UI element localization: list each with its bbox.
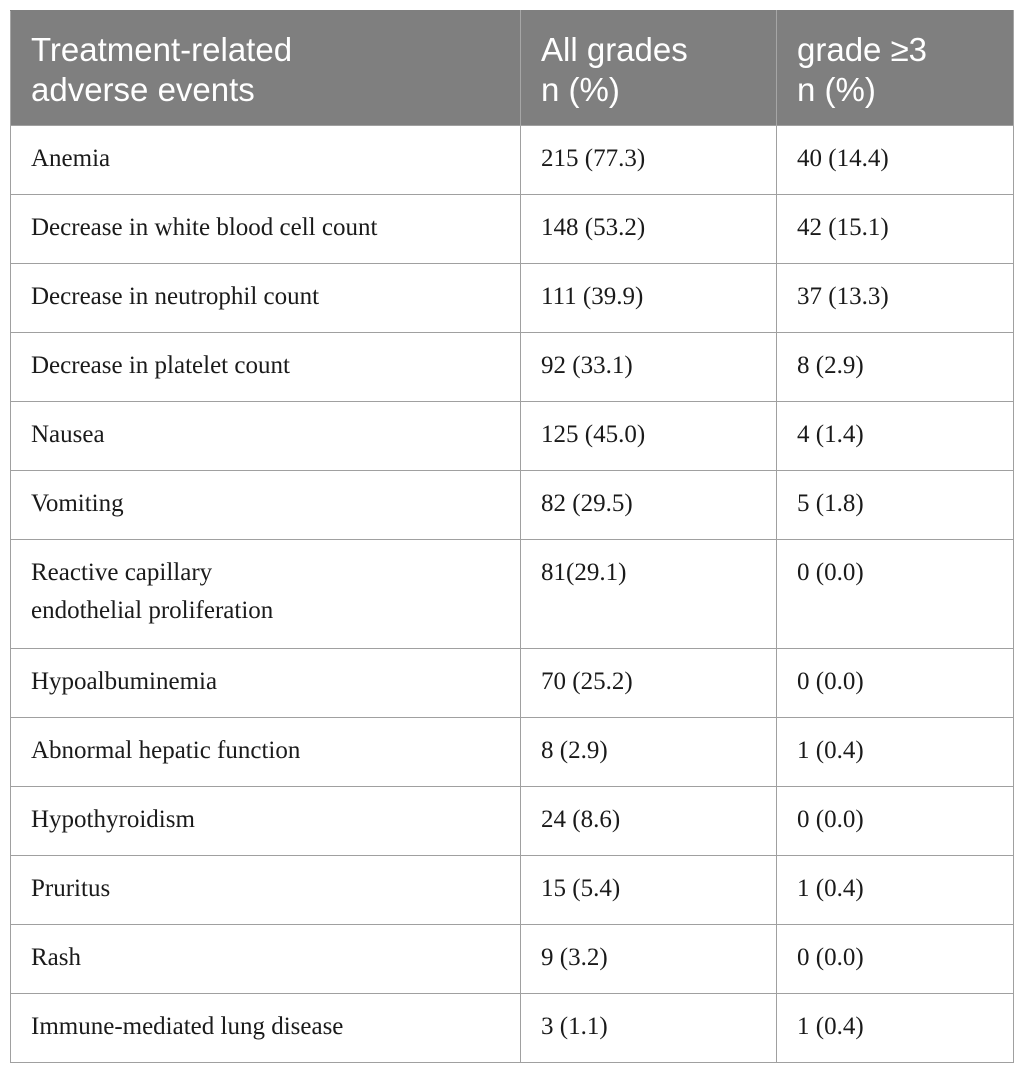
header-text-line: All grades — [541, 31, 688, 68]
all-grades-cell: 92 (33.1) — [521, 333, 777, 402]
all-grades-cell: 111 (39.9) — [521, 264, 777, 333]
grade-3-cell: 8 (2.9) — [777, 333, 1014, 402]
grade-3-cell: 1 (0.4) — [777, 994, 1014, 1063]
event-name-line: Vomiting — [31, 490, 124, 517]
all-grades-cell: 148 (53.2) — [521, 195, 777, 264]
header-text-line: Treatment-related — [31, 31, 293, 68]
all-grades-cell: 3 (1.1) — [521, 994, 777, 1063]
all-grades-cell: 125 (45.0) — [521, 402, 777, 471]
header-grade-3 — [777, 11, 1014, 126]
table-row — [11, 195, 1014, 264]
event-name-line: Decrease in platelet count — [31, 352, 290, 379]
table-row — [11, 649, 1014, 718]
header-row — [11, 11, 1014, 126]
grade-3-cell: 1 (0.4) — [777, 856, 1014, 925]
event-name-cell — [11, 856, 521, 925]
event-name-line: Abnormal hepatic function — [31, 737, 301, 764]
event-name-cell — [11, 333, 521, 402]
all-grades-cell: 24 (8.6) — [521, 787, 777, 856]
adverse-events-table-container — [10, 10, 1013, 1063]
header-event — [11, 11, 521, 126]
grade-3-cell: 5 (1.8) — [777, 471, 1014, 540]
table-row — [11, 787, 1014, 856]
grade-3-cell: 1 (0.4) — [777, 718, 1014, 787]
table-row — [11, 925, 1014, 994]
event-name-cell — [11, 402, 521, 471]
grade-3-cell: 0 (0.0) — [777, 787, 1014, 856]
table-row — [11, 126, 1014, 195]
event-name-line: Immune-mediated lung disease — [31, 1013, 344, 1040]
all-grades-cell: 215 (77.3) — [521, 126, 777, 195]
grade-3-cell: 0 (0.0) — [777, 925, 1014, 994]
grade-3-cell: 0 (0.0) — [777, 540, 1014, 649]
event-name-cell — [11, 649, 521, 718]
event-name-cell — [11, 787, 521, 856]
event-name-cell — [11, 471, 521, 540]
table-row — [11, 994, 1014, 1063]
table-row — [11, 264, 1014, 333]
all-grades-cell: 15 (5.4) — [521, 856, 777, 925]
table-header — [11, 11, 1014, 126]
table-body — [11, 126, 1014, 1063]
header-text-line: n (%) — [797, 71, 876, 108]
event-name-line: Rash — [31, 944, 81, 971]
event-name-cell — [11, 718, 521, 787]
grade-3-cell: 40 (14.4) — [777, 126, 1014, 195]
event-name-line: Decrease in white blood cell count — [31, 214, 378, 241]
table-row — [11, 540, 1014, 649]
grade-3-cell: 37 (13.3) — [777, 264, 1014, 333]
table-row — [11, 718, 1014, 787]
event-name-line: Decrease in neutrophil count — [31, 283, 320, 310]
event-name-cell — [11, 994, 521, 1063]
event-name-cell — [11, 195, 521, 264]
all-grades-cell: 70 (25.2) — [521, 649, 777, 718]
table-row — [11, 402, 1014, 471]
all-grades-cell: 8 (2.9) — [521, 718, 777, 787]
table-row — [11, 333, 1014, 402]
event-name-line: Nausea — [31, 421, 105, 448]
event-name-line: Hypothyroidism — [31, 806, 195, 833]
header-text-line: adverse events — [31, 71, 255, 108]
event-name-line: Hypoalbuminemia — [31, 668, 218, 695]
event-name-line: endothelial proliferation — [31, 597, 274, 624]
event-name-cell — [11, 264, 521, 333]
all-grades-cell: 9 (3.2) — [521, 925, 777, 994]
event-name-line: Anemia — [31, 145, 111, 172]
grade-3-cell: 0 (0.0) — [777, 649, 1014, 718]
table-row — [11, 471, 1014, 540]
event-name-cell — [11, 540, 521, 649]
header-all-grades — [521, 11, 777, 126]
event-name-line: Pruritus — [31, 875, 111, 902]
all-grades-cell: 81(29.1) — [521, 540, 777, 649]
all-grades-cell: 82 (29.5) — [521, 471, 777, 540]
adverse-events-table — [10, 10, 1014, 1063]
table-row — [11, 856, 1014, 925]
header-text-line: grade ≥3 — [797, 31, 928, 68]
event-name-cell — [11, 126, 521, 195]
event-name-line: Reactive capillary — [31, 559, 213, 586]
event-name-cell — [11, 925, 521, 994]
header-text-line: n (%) — [541, 71, 620, 108]
grade-3-cell: 4 (1.4) — [777, 402, 1014, 471]
grade-3-cell: 42 (15.1) — [777, 195, 1014, 264]
